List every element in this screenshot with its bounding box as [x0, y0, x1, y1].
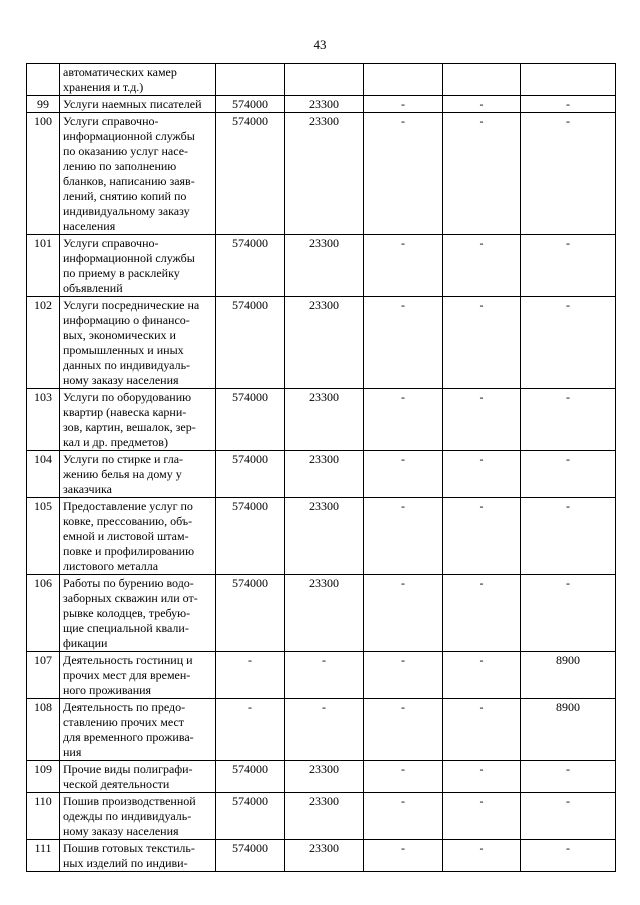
table-body: [27, 64, 616, 872]
value-cell-1: [216, 64, 285, 96]
service-name-line: вых, экономических и: [63, 328, 176, 342]
value-cell-4: -: [443, 235, 521, 297]
value-cell-3: -: [364, 840, 443, 872]
service-name-line: заборных скважин или от-: [63, 591, 198, 605]
table-row: [27, 793, 616, 840]
value-cell-5: -: [521, 389, 616, 451]
service-name-line: Услуги посреднические на: [63, 298, 200, 312]
value-cell-4: [443, 64, 521, 96]
service-name: [60, 793, 216, 840]
value-cell-3: -: [364, 113, 443, 235]
value-cell-4: -: [443, 96, 521, 113]
service-name-line: заказчика: [63, 482, 112, 496]
service-name-line: ставлению прочих мест: [63, 715, 185, 729]
value-cell-3: -: [364, 297, 443, 389]
service-name-line: емной и листовой штам-: [63, 529, 189, 543]
service-name: [60, 235, 216, 297]
tariff-table: [26, 63, 616, 872]
row-number: 101: [27, 235, 60, 297]
value-cell-3: -: [364, 761, 443, 793]
value-cell-4: -: [443, 761, 521, 793]
service-name-line: индивидуальному заказу: [63, 204, 190, 218]
row-number: 103: [27, 389, 60, 451]
table-row: [27, 840, 616, 872]
service-name-line: Услуги наемных писателей: [63, 97, 202, 111]
value-cell-2: 23300: [285, 761, 364, 793]
value-cell-1: 574000: [216, 96, 285, 113]
row-number: 105: [27, 498, 60, 575]
value-cell-4: -: [443, 113, 521, 235]
value-cell-4: -: [443, 652, 521, 699]
value-cell-5: -: [521, 297, 616, 389]
value-cell-4: -: [443, 451, 521, 498]
service-name-line: информационной службы: [63, 129, 195, 143]
service-name-line: Деятельность гостиниц и: [63, 653, 193, 667]
value-cell-4: -: [443, 699, 521, 761]
value-cell-4: -: [443, 840, 521, 872]
value-cell-2: 23300: [285, 840, 364, 872]
value-cell-3: -: [364, 575, 443, 652]
value-cell-2: -: [285, 699, 364, 761]
service-name: [60, 498, 216, 575]
table-row: [27, 113, 616, 235]
value-cell-2: 23300: [285, 96, 364, 113]
value-cell-2: -: [285, 652, 364, 699]
service-name-line: по приему в расклейку: [63, 266, 180, 280]
service-name-line: ковке, прессованию, объ-: [63, 514, 193, 528]
service-name: [60, 575, 216, 652]
page-number: 43: [313, 37, 327, 52]
value-cell-3: -: [364, 498, 443, 575]
value-cell-2: 23300: [285, 235, 364, 297]
service-name: [60, 699, 216, 761]
value-cell-5: -: [521, 96, 616, 113]
value-cell-1: -: [216, 652, 285, 699]
value-cell-2: 23300: [285, 575, 364, 652]
service-name: [60, 652, 216, 699]
value-cell-2: 23300: [285, 498, 364, 575]
row-number: 106: [27, 575, 60, 652]
service-name-line: данных по индивидуаль-: [63, 358, 191, 372]
service-name-line: Услуги по оборудованию: [63, 390, 192, 404]
value-cell-1: 574000: [216, 113, 285, 235]
service-name-line: для временного прожива-: [63, 730, 194, 744]
value-cell-3: -: [364, 451, 443, 498]
value-cell-2: 23300: [285, 793, 364, 840]
value-cell-3: -: [364, 652, 443, 699]
value-cell-1: 574000: [216, 389, 285, 451]
row-number: 110: [27, 793, 60, 840]
value-cell-3: -: [364, 96, 443, 113]
service-name-line: ному заказу населения: [63, 824, 179, 838]
table-row: [27, 652, 616, 699]
value-cell-3: -: [364, 389, 443, 451]
service-name-line: ческой деятельности: [63, 777, 170, 791]
service-name-line: лению по заполнению: [63, 159, 177, 173]
service-name-line: ному заказу населения: [63, 373, 179, 387]
value-cell-5: -: [521, 235, 616, 297]
value-cell-1: 574000: [216, 235, 285, 297]
service-name: [60, 297, 216, 389]
value-cell-1: 574000: [216, 297, 285, 389]
value-cell-1: 574000: [216, 498, 285, 575]
service-name-line: одежды по индивидуаль-: [63, 809, 192, 823]
service-name-line: по оказанию услуг насе-: [63, 144, 189, 158]
value-cell-3: -: [364, 793, 443, 840]
value-cell-2: [285, 64, 364, 96]
row-number: 108: [27, 699, 60, 761]
service-name-line: Пошив готовых текстиль-: [63, 841, 195, 855]
value-cell-5: -: [521, 761, 616, 793]
value-cell-4: -: [443, 793, 521, 840]
table-row: [27, 699, 616, 761]
value-cell-1: -: [216, 699, 285, 761]
service-name-line: бланков, написанию заяв-: [63, 174, 195, 188]
service-name-line: Работы по бурению водо-: [63, 576, 194, 590]
service-name: [60, 96, 216, 113]
value-cell-1: 574000: [216, 761, 285, 793]
value-cell-4: -: [443, 575, 521, 652]
service-name-line: зов, картин, вешалок, зер-: [63, 420, 196, 434]
value-cell-5: -: [521, 451, 616, 498]
service-name-line: информацию о финансо-: [63, 313, 190, 327]
table-row: [27, 761, 616, 793]
value-cell-2: 23300: [285, 389, 364, 451]
service-name-line: лений, снятию копий по: [63, 189, 187, 203]
row-number: 104: [27, 451, 60, 498]
service-name-line: квартир (навеска карни-: [63, 405, 187, 419]
table-row: [27, 451, 616, 498]
table-row: [27, 389, 616, 451]
value-cell-4: -: [443, 389, 521, 451]
value-cell-2: 23300: [285, 113, 364, 235]
service-name-line: хранения и т.д.): [63, 80, 144, 94]
value-cell-5: -: [521, 575, 616, 652]
service-name-line: информационной службы: [63, 251, 195, 265]
table-row: [27, 96, 616, 113]
service-name-line: рывке колодцев, требую-: [63, 606, 191, 620]
service-name-line: Предоставление услуг по: [63, 499, 193, 513]
service-name-line: объявлений: [63, 281, 123, 295]
value-cell-3: [364, 64, 443, 96]
service-name-line: промышленных и иных: [63, 343, 184, 357]
value-cell-1: 574000: [216, 451, 285, 498]
service-name-line: ния: [63, 745, 82, 759]
service-name-line: листового металла: [63, 559, 159, 573]
value-cell-5: -: [521, 498, 616, 575]
service-name-line: Услуги по стирке и гла-: [63, 452, 184, 466]
service-name: [60, 64, 216, 96]
value-cell-5: 8900: [521, 652, 616, 699]
value-cell-5: 8900: [521, 699, 616, 761]
value-cell-3: -: [364, 699, 443, 761]
service-name-line: кал и др. предметов): [63, 435, 168, 449]
service-name-line: жению белья на дому у: [63, 467, 182, 481]
row-number: 111: [27, 840, 60, 872]
value-cell-4: -: [443, 498, 521, 575]
service-name-line: щие специальной квали-: [63, 621, 189, 635]
row-number: 107: [27, 652, 60, 699]
value-cell-1: 574000: [216, 575, 285, 652]
service-name-line: Услуги справочно-: [63, 114, 159, 128]
value-cell-1: 574000: [216, 793, 285, 840]
value-cell-1: 574000: [216, 840, 285, 872]
table-row: [27, 498, 616, 575]
service-name: [60, 389, 216, 451]
value-cell-5: -: [521, 113, 616, 235]
service-name: [60, 840, 216, 872]
table-row: [27, 575, 616, 652]
service-name-line: Пошив производственной: [63, 794, 196, 808]
service-name-line: повке и профилированию: [63, 544, 195, 558]
service-name-line: ного проживания: [63, 683, 152, 697]
value-cell-5: -: [521, 840, 616, 872]
service-name: [60, 451, 216, 498]
service-name-line: Деятельность по предо-: [63, 700, 186, 714]
service-name: [60, 113, 216, 235]
table-row: [27, 297, 616, 389]
row-number: 102: [27, 297, 60, 389]
service-name-line: фикации: [63, 636, 108, 650]
service-name-line: ных изделий по индиви-: [63, 856, 188, 870]
table-row: [27, 64, 616, 96]
value-cell-4: -: [443, 297, 521, 389]
service-name-line: прочих мест для времен-: [63, 668, 191, 682]
value-cell-5: -: [521, 793, 616, 840]
service-name-line: автоматических камер: [63, 65, 177, 79]
row-number: 100: [27, 113, 60, 235]
service-name: [60, 761, 216, 793]
row-number: [27, 64, 60, 96]
value-cell-2: 23300: [285, 451, 364, 498]
row-number: 109: [27, 761, 60, 793]
row-number: 99: [27, 96, 60, 113]
value-cell-5: [521, 64, 616, 96]
value-cell-2: 23300: [285, 297, 364, 389]
service-name-line: населения: [63, 219, 116, 233]
service-name-line: Услуги справочно-: [63, 236, 159, 250]
service-name-line: Прочие виды полиграфи-: [63, 762, 193, 776]
value-cell-3: -: [364, 235, 443, 297]
table-row: [27, 235, 616, 297]
